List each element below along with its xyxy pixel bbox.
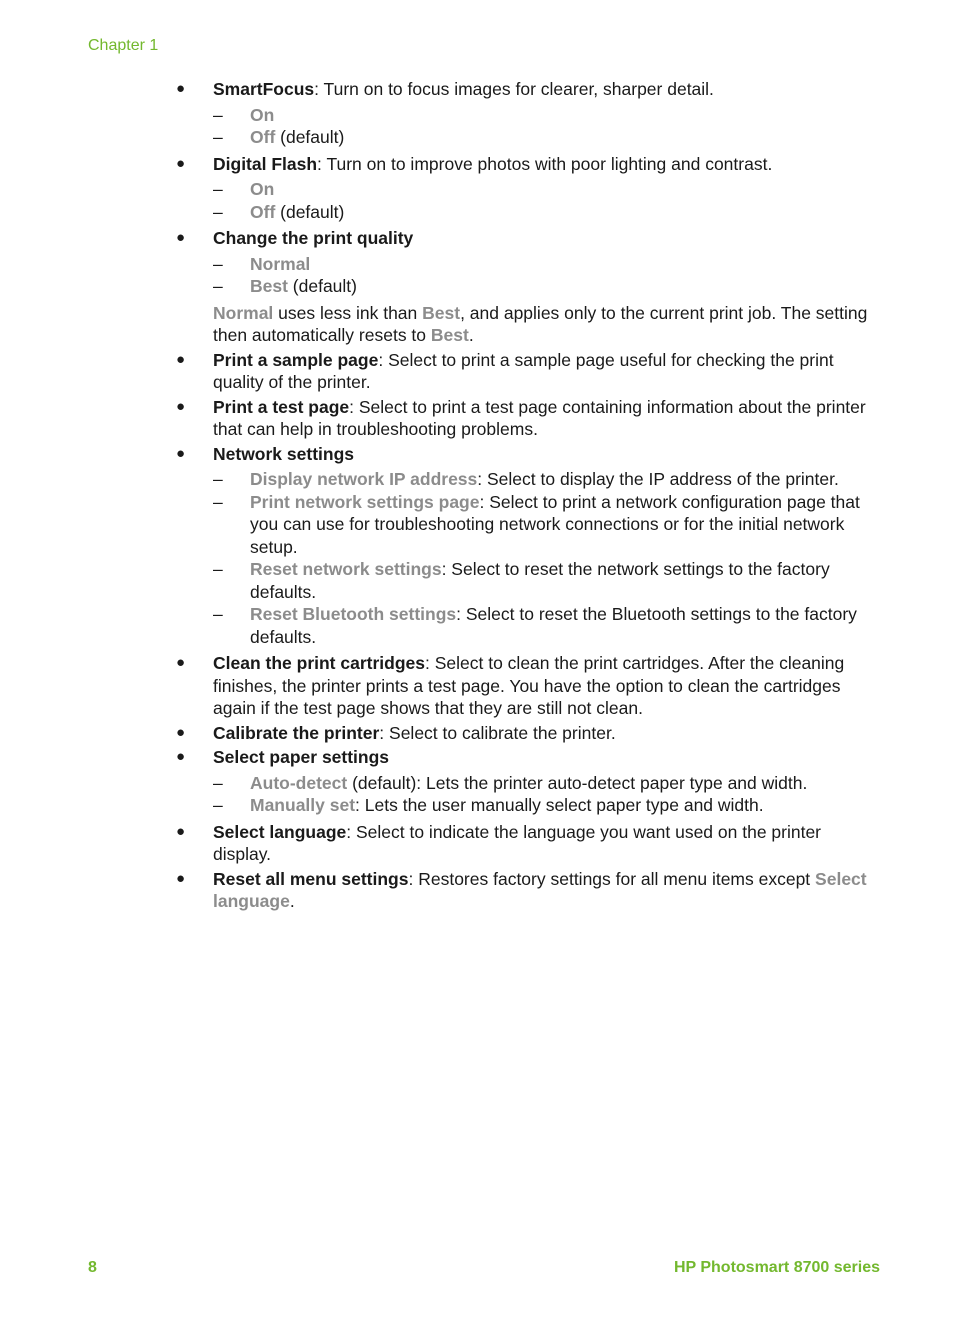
option-description: : Select to print a network configuration page that you can use for troubleshooting network connections or for the initial network setup.: [250, 491, 860, 557]
list-item-smartfocus: [175, 78, 880, 149]
list-item-calibrate: [175, 722, 880, 745]
option-description: : Select to reset the Bluetooth settings to the factory defaults.: [250, 604, 857, 647]
option-label: Auto-detect: [250, 772, 348, 793]
list-item-digital-flash: [175, 153, 880, 224]
list-item-reset-all: [175, 868, 880, 913]
option-description: : Select to display the IP address of the printer.: [477, 469, 839, 489]
option-auto-detect: [213, 772, 880, 795]
bullet-icon: ●: [176, 444, 186, 462]
list-item-test-page: [175, 396, 880, 441]
option-off: [213, 126, 880, 149]
item-title: Clean the print cartridges: [213, 653, 425, 673]
dash-icon: –: [213, 604, 223, 624]
option-label: On: [250, 104, 275, 125]
option-on: [213, 178, 880, 201]
dash-icon: –: [213, 179, 223, 199]
note-text: , and applies only to the current print job. The setting then automatically resets to: [213, 302, 868, 345]
list-item-network-settings: [175, 443, 880, 649]
list-item-select-language: [175, 821, 880, 866]
option-label: On: [250, 179, 275, 199]
option-label: Off: [250, 201, 276, 222]
option-label: Off: [250, 127, 276, 147]
note-term: Best: [422, 302, 461, 323]
dash-icon: –: [213, 491, 223, 512]
option-description: : Select to reset the network settings to the factory defaults.: [250, 559, 830, 602]
dash-icon: –: [213, 772, 223, 793]
sublist: [213, 253, 880, 298]
dash-icon: –: [213, 795, 223, 815]
sublist: [213, 178, 880, 223]
select-language-ref: Select language: [213, 868, 867, 911]
item-description-end: .: [289, 891, 295, 911]
option-reset-bluetooth: [213, 603, 880, 648]
option-label: Reset network settings: [250, 559, 442, 579]
option-on: [213, 104, 880, 127]
dash-icon: –: [213, 104, 223, 125]
item-title: Print a test page: [213, 396, 350, 417]
option-default: (default): [287, 276, 357, 296]
item-description: : Turn on to focus images for clearer, sharper detail.: [314, 79, 714, 99]
bullet-icon: ●: [176, 350, 186, 368]
sublist: [213, 772, 880, 817]
option-best: [213, 275, 880, 298]
item-description: : Select to clean the print cartridges. After the cleaning finishes, the printer prints a test page. You have the option to clean the cartridges again if the test page shows that they are still not clean.: [213, 653, 845, 718]
bullet-icon: ●: [176, 654, 186, 671]
option-reset-network: [213, 558, 880, 603]
option-label: Print network settings page: [250, 491, 480, 512]
bullet-icon: ●: [176, 723, 186, 741]
list-item-paper-settings: [175, 746, 880, 817]
option-description: : Lets the user manually select paper type and width.: [355, 795, 764, 815]
list-item-print-quality: [175, 227, 880, 347]
item-title: Network settings: [213, 443, 354, 464]
list-item-sample-page: [175, 349, 880, 394]
item-title: Change the print quality: [213, 228, 414, 248]
item-title: Calibrate the printer: [213, 722, 380, 743]
dash-icon: –: [213, 276, 223, 296]
option-label: Best: [250, 276, 288, 296]
option-label: Normal: [250, 253, 311, 274]
option-label: Manually set: [250, 795, 356, 815]
list-item-clean-cartridges: [175, 652, 880, 720]
item-description: : Select to print a sample page useful for checking the print quality of the printer.: [213, 349, 834, 392]
page-number: 8: [88, 1259, 97, 1276]
item-title: SmartFocus: [213, 79, 315, 99]
bullet-icon: ●: [176, 748, 186, 765]
option-print-network-page: [213, 491, 880, 559]
dash-icon: –: [213, 201, 223, 222]
menu-options-list: [175, 78, 880, 915]
option-normal: [213, 253, 880, 276]
option-off: [213, 201, 880, 224]
bullet-icon: ●: [176, 822, 186, 840]
option-default: (default): [275, 201, 345, 222]
note-text: .: [468, 325, 474, 345]
dash-icon: –: [213, 253, 223, 274]
bullet-icon: ●: [176, 80, 186, 97]
item-description: : Turn on to improve photos with poor lighting and contrast.: [317, 153, 773, 174]
option-label: Display network IP address: [250, 469, 478, 489]
option-description: (default): Lets the printer auto-detect paper type and width.: [347, 772, 808, 793]
note-text: uses less ink than: [273, 302, 423, 323]
option-default: (default): [275, 127, 345, 147]
item-description: : Select to print a test page containing information about the printer that can help in troubleshooting problems.: [213, 396, 866, 439]
note-term: Best: [430, 325, 469, 345]
item-title: Select paper settings: [213, 747, 390, 767]
product-name: HP Photosmart 8700 series: [673, 1259, 880, 1276]
note-term: Normal: [213, 302, 274, 323]
chapter-header: Chapter 1: [88, 37, 159, 54]
option-label: Reset Bluetooth settings: [250, 604, 457, 624]
bullet-icon: ●: [176, 397, 186, 415]
option-manually-set: [213, 794, 880, 817]
item-title: Select language: [213, 821, 347, 842]
dash-icon: –: [213, 559, 223, 579]
option-display-ip: [213, 468, 880, 491]
bullet-icon: ●: [176, 869, 186, 887]
quality-note: [213, 302, 880, 347]
item-description: : Restores factory settings for all menu items except: [408, 868, 816, 889]
item-title: Print a sample page: [213, 349, 379, 370]
sublist: [213, 468, 880, 648]
sublist: [213, 104, 880, 149]
dash-icon: –: [213, 127, 223, 147]
bullet-icon: ●: [176, 229, 186, 246]
item-description: : Select to calibrate the printer.: [379, 722, 616, 743]
item-title: Reset all menu settings: [213, 868, 409, 889]
item-title: Digital Flash: [213, 153, 318, 174]
bullet-icon: ●: [176, 154, 186, 172]
item-description: : Select to indicate the language you want used on the printer display.: [213, 821, 822, 864]
dash-icon: –: [213, 469, 223, 489]
